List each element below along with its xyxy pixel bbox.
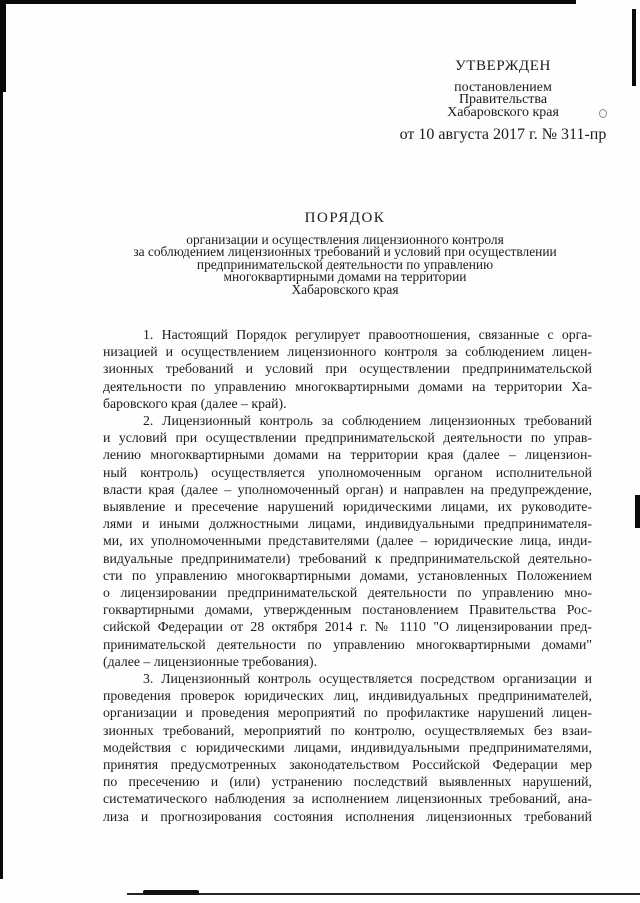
text-line: низацией и осуществлением лицензионного контроля за соблюдением лицен- [103,344,592,360]
text-line: сийской Федерации от 28 октября 2014 г. № 1110 "О лицензировании пред- [103,619,592,635]
text-line: ми, их уполномоченными представителями (далее – юридические лица, инди- [103,533,592,549]
text-line: принятия предусмотренных законодательством Российской Федерации мер [103,757,592,773]
paragraph-2 [103,412,592,670]
text-line: лению многоквартирными домами на территории края (далее – лицензион- [103,447,592,463]
document-title: ПОРЯДОК [304,210,386,226]
text-line: систематического наблюдения за исполнением лицензионных требований, ана- [103,791,592,807]
text-line: модействия с юридическими лицами, индивидуальными предпринимателями, [103,739,592,755]
text-line: ный контроль) осуществляется уполномоченным органом исполнительной [103,464,592,480]
document-subtitle-lines [58,234,632,296]
text-line: принимательской деятельности по управлению многоквартирными домами" [103,636,592,652]
text-line: многоквартирными домами на территории [223,269,467,285]
scan-artifact-bottom-line [127,893,640,895]
text-line: выявление и пресечение нарушений юридическими лицами, их руководите- [103,499,592,515]
text-line: лями и иными должностными лицами, индивидуальными предпринимателя- [103,516,592,532]
text-line: Хабаровского края [291,281,399,297]
text-line: зионных требований, мероприятий по контролю, осуществляемых без взаи- [103,722,592,738]
text-line: 2. Лицензионный контроль за соблюдением лицензионных требований [143,413,592,429]
document-body [103,326,592,825]
text-line: видуальные предприниматели) требований к предпринимательской деятельно- [103,550,592,566]
text-line: по пресечению и (или) устранению последствий выявленных нарушений, [103,774,592,790]
text-line: предпринимательской деятельности по управлению [196,256,494,272]
text-line: проведения проверок юридических лиц, индивидуальных предпринимателей, [103,688,592,704]
scan-artifact-top-edge [0,0,576,4]
text-line: Правительства [458,92,548,108]
approval-status-label: УТВЕРЖДЕН [455,58,551,74]
scan-artifact-right-mark-middle [635,495,640,528]
title-block [58,210,632,296]
text-line: власти края (далее – уполномоченный орган) и направлен на предупреждение, [103,481,592,497]
text-line: деятельности по управлению многоквартирными домами на территории Ха- [103,378,592,394]
approval-authority-lines [368,82,638,119]
text-line: о лицензировании предпринимательской деятельности по управлению мно- [103,585,592,601]
text-line: лиза и прогнозирования состояния исполнения лицензионных требований [103,808,592,824]
scan-artifact-bottom-blob [143,890,199,895]
scan-artifact-left-corner [0,0,6,92]
paragraph-3 [103,670,592,825]
paragraph-1 [103,326,592,412]
text-line: гоквартирными домами, утвержденным постановлением Правительства Рос- [103,602,592,618]
text-line: (далее – лицензионные требования). [103,653,318,669]
text-line: 3. Лицензионный контроль осуществляется посредством организации и [143,671,592,687]
text-line: Хабаровского края [447,104,559,120]
approval-date-number: от 10 августа 2017 г. № 311-пр [399,126,607,144]
scan-artifact-left-edge [0,0,3,879]
text-line: сти по управлению многоквартирными домами, установленных Положением [103,567,592,583]
approval-block [368,58,638,144]
text-line: организации и проведения мероприятий по профилактике нарушений лицен- [103,705,592,721]
text-line: организации и осуществления лицензионного контроля [186,232,504,247]
text-line: и условий при осуществлении предпринимательской деятельности по управ- [103,430,592,446]
text-line: 1. Настоящий Порядок регулирует правоотношения, связанные с орга- [143,327,592,342]
text-line: баровского края (далее – край). [103,395,287,411]
text-line: зионных требований и условий при осуществлении предпринимательской [103,361,592,377]
text-line: за соблюдением лицензионных требований и условий при осуществлении [133,244,557,260]
text-line: постановлением [454,80,552,95]
